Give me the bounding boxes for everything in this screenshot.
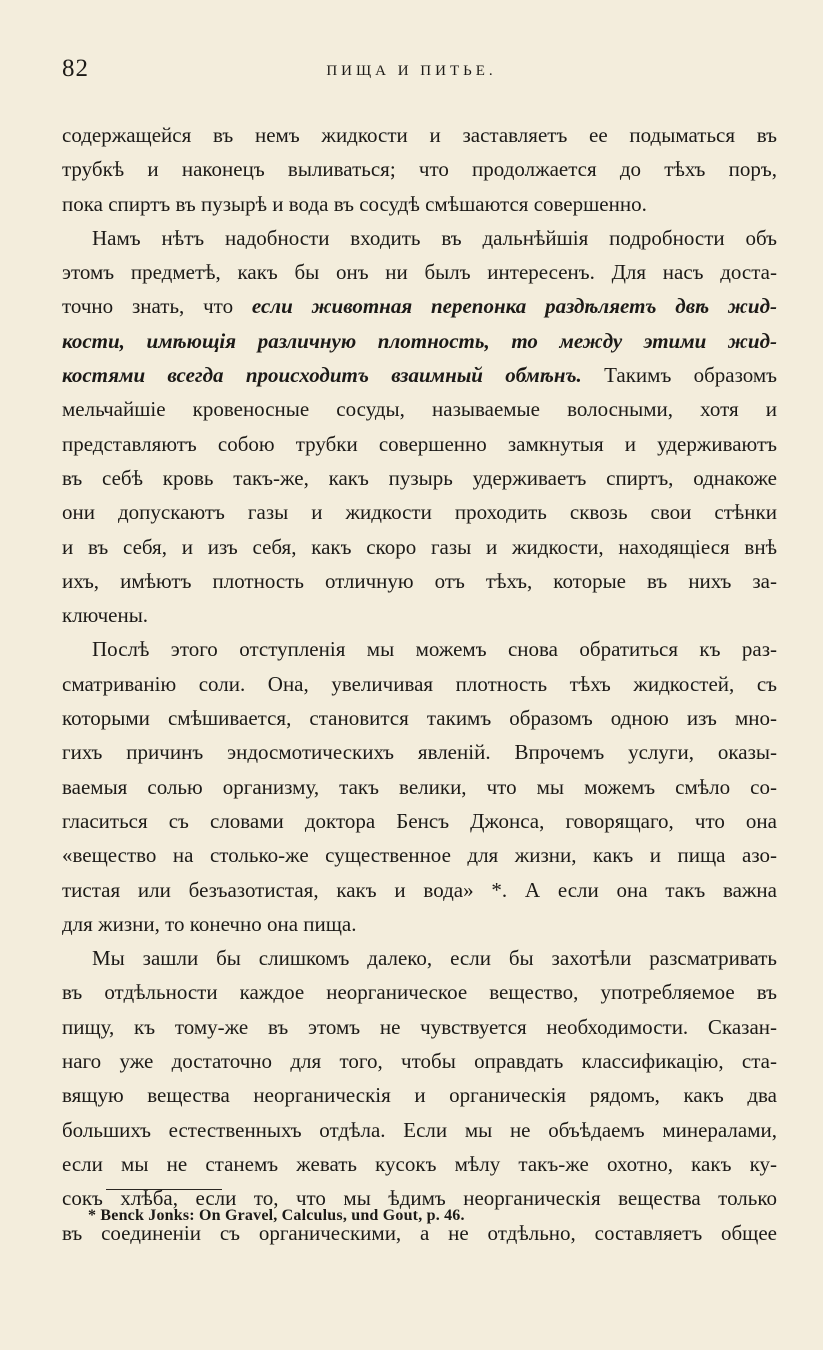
text-line: содержащейся въ немъ жидкости и заставляетъ ее подыматься въ bbox=[62, 123, 777, 147]
text-line: пока спиртъ въ пузырѣ и вода въ сосудѣ смѣшаются совершенно. bbox=[62, 191, 647, 216]
text-line: ключены. bbox=[62, 603, 149, 628]
text-line bbox=[62, 358, 777, 392]
text-line: они допускаютъ газы и жидкости проходить сквозь свои стѣнки bbox=[62, 500, 777, 525]
italic-emphasis: кости, имѣющія различную плотность, то между этими жид- bbox=[62, 328, 777, 353]
italic-emphasis: костями всегда происходитъ взаимный обмѣнъ. bbox=[62, 363, 582, 388]
page-number: 82 bbox=[62, 55, 89, 82]
text-line: Послѣ этого отступленія мы можемъ снова обратиться къ раз- bbox=[92, 637, 777, 662]
text-line: гласиться съ словами доктора Бенсъ Джонса, говорящаго, что она bbox=[62, 808, 777, 833]
text-line: тистая или безъазотистая, какъ и вода» *. А если она такъ важна bbox=[62, 877, 777, 902]
text-line: которыми смѣшивается, становится такимъ образомъ одною изъ мно- bbox=[62, 706, 777, 731]
text-line: мельчайшіе кровеносные сосуды, называемые волосными, хотя и bbox=[62, 397, 777, 422]
text-line: гихъ причинъ эндосмотическихъ явленій. Впрочемъ услуги, оказы- bbox=[62, 740, 777, 765]
text-line: если мы не станемъ жевать кусокъ мѣлу такъ-же охотно, какъ ку- bbox=[62, 1151, 777, 1176]
text-line bbox=[62, 289, 777, 323]
text-line: для жизни, то конечно она пища. bbox=[62, 911, 357, 936]
text-line: Мы зашли бы слишкомъ далеко, если бы захотѣли разсматривать bbox=[92, 946, 777, 971]
text-line: ваемыя солью организму, такъ велики, что мы можемъ смѣло со- bbox=[62, 774, 777, 799]
footnote-divider bbox=[106, 1189, 222, 1190]
text-line: этомъ предметѣ, какъ бы онъ ни былъ интересенъ. Для насъ доста- bbox=[62, 260, 777, 285]
italic-emphasis: если животная перепонка раздѣляетъ двѣ жид- bbox=[251, 294, 778, 319]
text-line: Намъ нѣтъ надобности входить въ дальнѣйшія подробности объ bbox=[92, 225, 777, 250]
text-line: трубкѣ и наконецъ выливаться; что продолжается до тѣхъ поръ, bbox=[62, 157, 777, 182]
text-span: Такимъ образомъ bbox=[581, 363, 778, 388]
text-line: большихъ естественныхъ отдѣла. Если мы не объѣдаемъ минералами, bbox=[62, 1117, 777, 1142]
footnote: * Benck Jonks: On Gravel, Calculus, und Gout, p. 46. bbox=[88, 1207, 465, 1224]
text-line: сокъ хлѣба, если то, что мы ѣдимъ неорганическія вещества только bbox=[62, 1186, 777, 1211]
text-line: ихъ, имѣютъ плотность отличную отъ тѣхъ, которые въ нихъ за- bbox=[62, 568, 777, 593]
text-line: сматриванію соли. Она, увеличивая плотность тѣхъ жидкостей, съ bbox=[62, 671, 777, 696]
text-span: точно знать, что bbox=[62, 294, 252, 319]
text-line: пищу, къ тому-же въ этомъ не чувствуется необходимости. Сказан- bbox=[62, 1014, 777, 1039]
text-line: и въ себя, и изъ себя, какъ скоро газы и жидкости, находящіеся внѣ bbox=[62, 534, 777, 559]
text-line: «вещество на столько-же существенное для жизни, какъ и пища азо- bbox=[62, 843, 777, 868]
text-line: въ отдѣльности каждое неорганическое вещество, употребляемое въ bbox=[62, 980, 777, 1005]
text-line: вящую вещества неорганическія и органическія рядомъ, какъ два bbox=[62, 1083, 777, 1108]
text-line: въ соединеніи съ органическими, а не отдѣльно, составляетъ общее bbox=[62, 1220, 777, 1245]
body-text bbox=[62, 118, 777, 1250]
text-line bbox=[62, 324, 777, 358]
text-line: наго уже достаточно для того, чтобы оправдать классификацію, ста- bbox=[62, 1049, 777, 1074]
text-line: представляютъ собою трубки совершенно замкнутыя и удерживаютъ bbox=[62, 431, 777, 456]
running-title: ПИЩА И ПИТЬЕ. bbox=[326, 63, 497, 79]
text-line: въ себѣ кровь такъ-же, какъ пузырь удерживаетъ спиртъ, однакоже bbox=[62, 465, 777, 490]
